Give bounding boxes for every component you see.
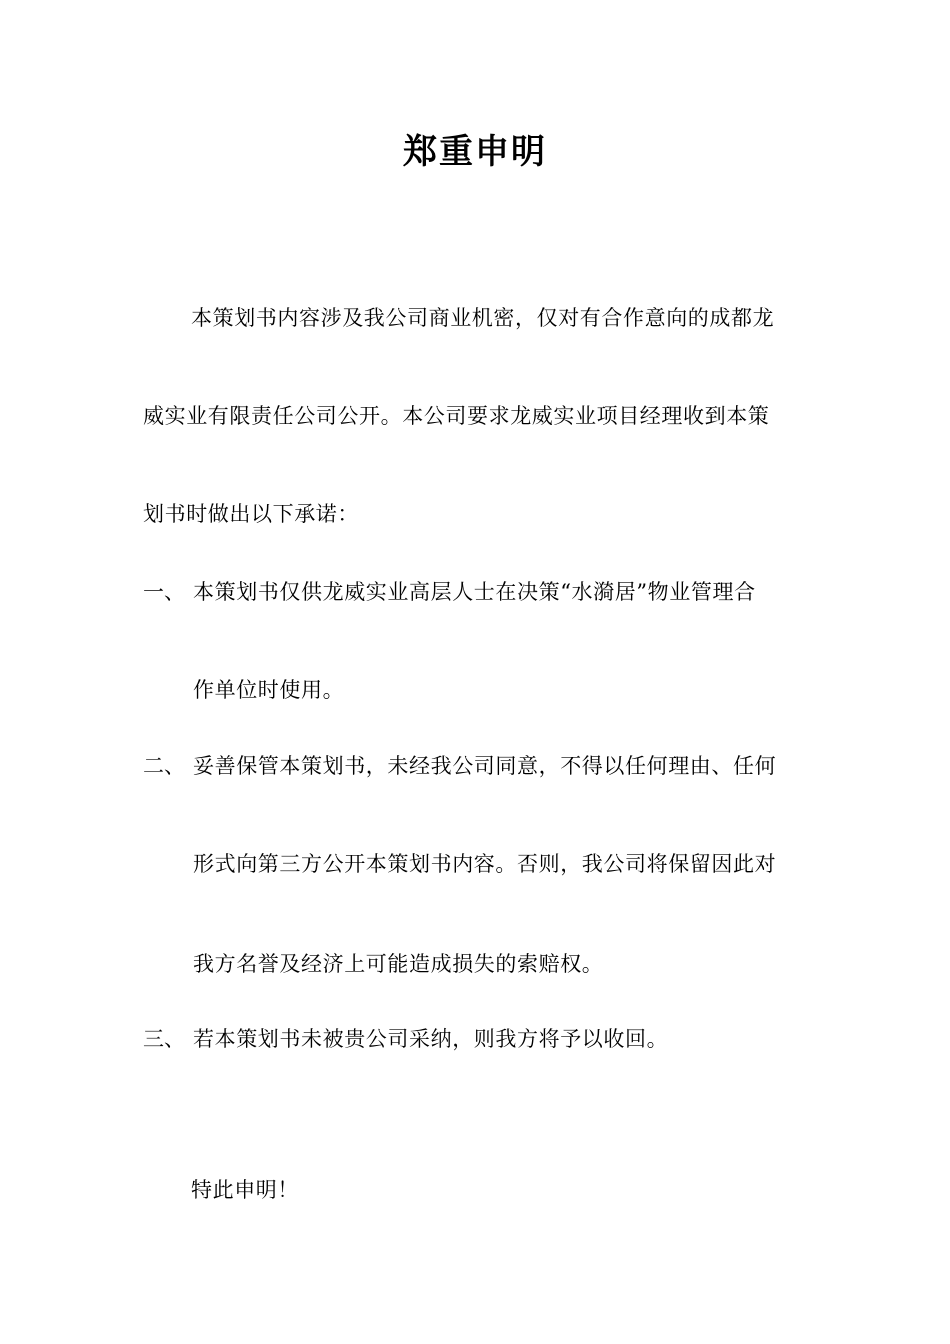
item-2-marker: 二、 (143, 754, 185, 778)
document-title: 郑重申明 (403, 132, 547, 172)
item-2-line-2: 形式向第三方公开本策划书内容。否则，我公司将保留因此对 (193, 852, 777, 876)
intro-line-2: 威实业有限责任公司公开。本公司要求龙威实业项目经理收到本策 (143, 404, 770, 428)
item-1-line-2: 作单位时使用。 (193, 678, 345, 702)
item-1-marker: 一、 (143, 580, 185, 604)
intro-line-3: 划书时做出以下承诺： (143, 502, 359, 526)
item-2-line-1: 妥善保管本策划书，未经我公司同意，不得以任何理由、任何 (193, 754, 777, 778)
item-2-line-3: 我方名誉及经济上可能造成损失的索赔权。 (193, 952, 604, 976)
item-1-line-1: 本策划书仅供龙威实业高层人士在决策“水漪居”物业管理合 (193, 580, 756, 604)
intro-line-1: 本策划书内容涉及我公司商业机密，仅对有合作意向的成都龙 (191, 306, 775, 330)
item-3-line-1: 若本策划书未被贵公司采纳，则我方将予以收回。 (193, 1027, 669, 1051)
item-3-marker: 三、 (143, 1027, 185, 1051)
closing-statement: 特此申明！ (191, 1178, 299, 1202)
